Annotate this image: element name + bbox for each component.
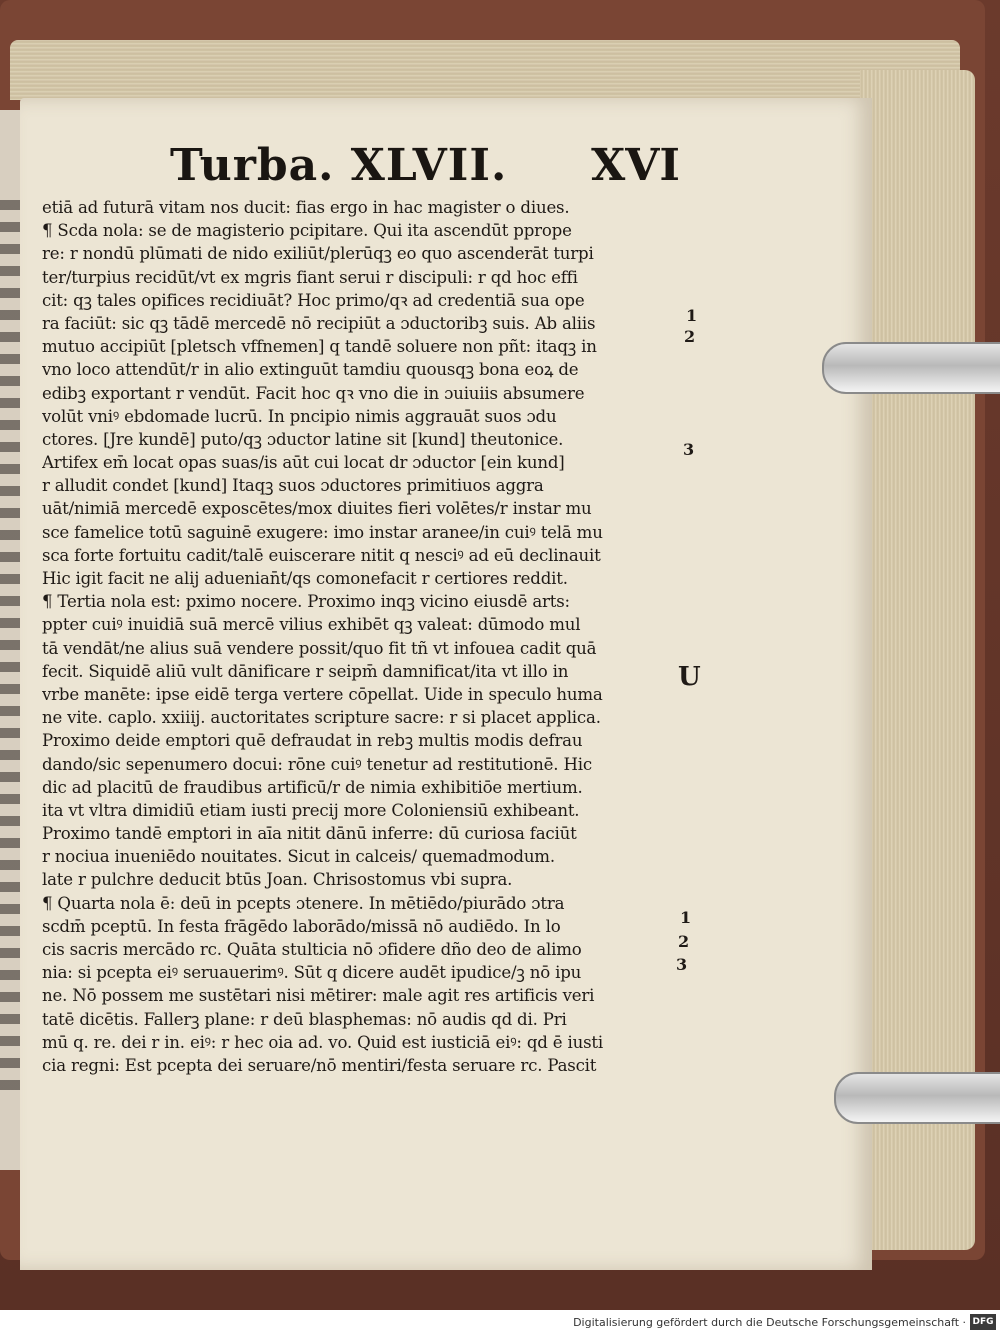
text-line: Hic igit facit ne alij aduenian̄t/qs comonefacit r certiores reddit. (42, 569, 568, 588)
text-line: cia regni: Est pcepta dei seruare/nō mentiri/festa seruare rc. Pascit (42, 1055, 597, 1075)
text-line: etiā ad futurā vitam nos ducit: fias ergo in hac magister o diues. (42, 198, 570, 217)
text-line: cit: qꝫ tales opifices recidiuāt? Hoc primo/qꝛ ad credentiā sua ope (42, 290, 585, 310)
text-line: mutuo accipiūt [pletsch vffnemen] q tandē soluere non pñt: itaqꝫ in (42, 337, 597, 357)
text-line: ¶ Tertia nola est: pximo nocere. Proximo inqꝫ vicino eiusdē arts: (42, 592, 570, 612)
text-line: edibꝫ exportant r vendūt. Facit hoc qꝛ vno die in ɔuiuiis absumere (42, 383, 585, 403)
folio-number: XVI (591, 140, 680, 191)
running-head (170, 140, 680, 196)
text-line: ra faciūt: sic qꝫ tādē mercedē nō recipiūt a ɔductoribꝫ suis. Ab aliis (42, 313, 596, 333)
text-line: ne. Nō possem me sustētari nisi mētirer: male agit res artificis veri (42, 986, 595, 1006)
footer-bar (0, 1310, 1000, 1336)
text-line: dic ad placitū de fraudibus artificū/r de nimia exhibitiōe mertium. (42, 777, 583, 797)
facing-page-text (0, 200, 22, 1100)
text-line: ter/turpius recidūt/vt ex mgris fiant serui r discipuli: r qd hoc effi (42, 267, 578, 287)
text-line: tatē dicētis. Fallerꝫ plane: r deū blasphemas: nō audis qd di. Pri (42, 1009, 567, 1029)
text-line: late r pulchre deducit btūs Joan. Chrisostomus vbi supra. (42, 870, 513, 890)
text-line: nia: si pcepta eiꝰ seruauerimꝰ. Sūt q dicere audēt ipudice/ꝫ nō ipu (42, 963, 582, 983)
margin-note: 2 (678, 932, 690, 951)
text-line: ¶ Quarta nola ē: deū in pcepts ɔtenere. In mētiēdo/piurādo ɔtra (42, 893, 565, 913)
text-line: Proximo deide emptori quē defraudat in rebꝫ multis modis defrau (42, 731, 583, 751)
margin-note: 3 (676, 955, 688, 974)
text-line: ctores. [Jre kundē] puto/qꝫ ɔductor latine sit [kund] theutonice. (42, 429, 564, 449)
page-clip-bottom (834, 1072, 1000, 1124)
text-line: fecit. Siquidē aliū vult dānificare r seipm̄ damnificat/ita vt illo in (42, 661, 569, 681)
text-line: sca forte fortuitu cadit/talē euiscerare nitit q nesciꝰ ad eū declinauit (42, 545, 601, 565)
text-line: dando/sic sepenumero docui: rōne cuiꝰ tenetur ad restitutionē. Hic (42, 754, 592, 774)
text-line: mū q. re. dei r in. eiꝰ: r hec oia ad. vo. Quid est iusticiā eiꝰ: qd ē iusti (42, 1032, 603, 1052)
text-line: ita vt vltra dimidiū etiam iusti precij more Coloniensiū exhibeant. (42, 800, 580, 820)
margin-note: 1 (680, 908, 692, 927)
margin-note: 3 (683, 440, 695, 459)
text-line: Proximo tandē emptori in aīa nitit dānū inferre: dū curiosa faciūt (42, 824, 577, 844)
text-line: ¶ Scda nola: se de magisterio pcipitare. Qui ita ascendūt pprope (42, 221, 572, 241)
margin-note: 2 (684, 327, 696, 346)
text-line: volūt vniꝰ ebdomade lucrū. In pncipio nimis aggrauāt suos ɔdu (42, 406, 557, 426)
margin-note: U (678, 662, 701, 692)
text-line: ppter cuiꝰ inuidiā suā mercē vilius exhibēt qꝫ valeat: dūmodo mul (42, 615, 581, 635)
text-block (42, 196, 657, 1077)
text-line: re: r nondū plūmati de nido exiliūt/plerūqꝫ eo quo ascenderāt turpi (42, 244, 594, 264)
page-clip-top (822, 342, 1000, 394)
text-line: ne vite. caplo. xxiiij. auctoritates scripture sacre: r si placet applica. (42, 708, 601, 728)
text-line: cis sacris mercādo rc. Quāta stulticia nō ɔfidere dño deo de alimo (42, 940, 582, 959)
text-line: r nociua inueniēdo nouitates. Sicut in calceis/ quemadmodum. (42, 847, 555, 867)
text-line: r alludit condet [kund] Itaqꝫ suos ɔductores primitiuos aggra (42, 476, 544, 496)
funding-credit: Digitalisierung gefördert durch die Deutsche Forschungsgemeinschaft · (573, 1316, 966, 1329)
running-title: Turba. XLVII. (170, 140, 508, 191)
text-line: Artifex em̄ locat opas suas/is aūt cui locat dr ɔductor [ein kund] (42, 453, 565, 473)
text-line: vrbe manēte: ipse eidē terga vertere cōpellat. Uide in speculo huma (42, 684, 603, 704)
dfg-logo: DFG (970, 1314, 996, 1330)
page-block-top-edge (10, 40, 960, 100)
text-line: vno loco attendūt/r in alio extinguūt tamdiu quousqꝫ bona eoꝝ de (42, 360, 579, 380)
margin-note: 1 (686, 306, 698, 325)
text-line: tā vendāt/ne alius suā vendere possit/quo fit tñ vt infouea cadit quā (42, 638, 597, 658)
text-line: uāt/nimiā mercedē exposcētes/mox diuites fieri volētes/r instar mu (42, 499, 592, 519)
text-line: scdm̄ pceptū. In festa frāgēdo laborādo/missā nō audiēdo. In lo (42, 916, 561, 936)
text-line: sce famelice totū saguinē exugere: imo instar aranee/in cuiꝰ telā mu (42, 522, 603, 542)
